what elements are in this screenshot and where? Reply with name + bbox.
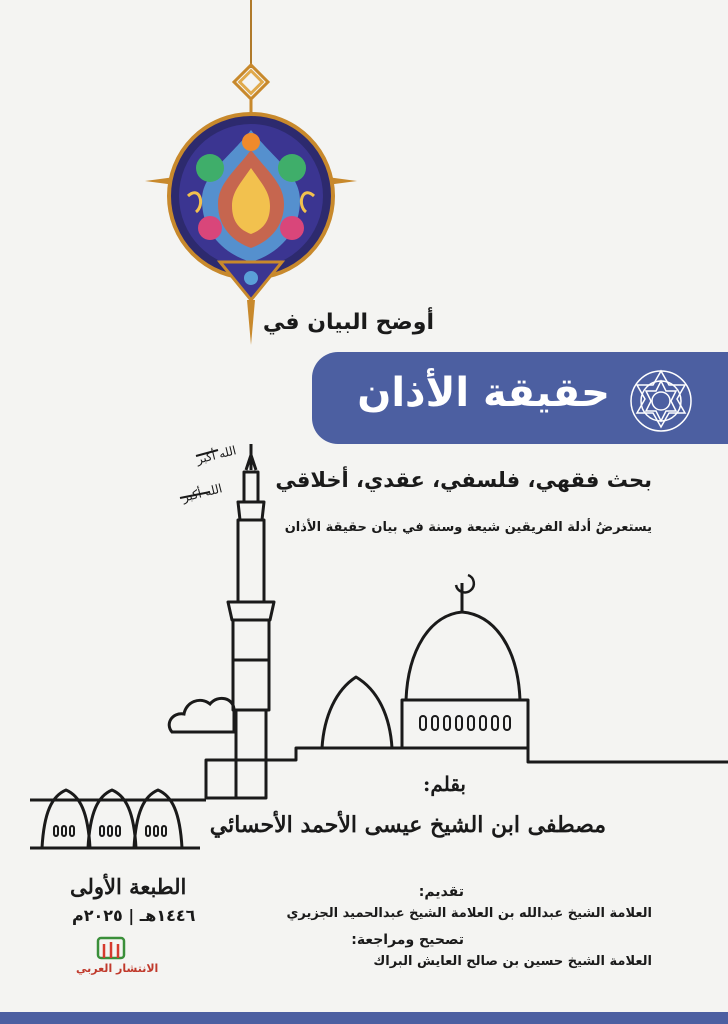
review-name: العلامة الشيخ حسين بن صالح العايش البراك bbox=[373, 954, 652, 969]
edition-label: الطبعة الأولى bbox=[70, 874, 187, 899]
publisher-name: الانتشار العربي bbox=[76, 962, 159, 975]
book-title: حقيقة الأذان bbox=[357, 370, 610, 416]
mosque-skyline bbox=[30, 575, 728, 848]
minaret-drawing bbox=[228, 444, 274, 798]
author-name: مصطفى ابن الشيخ عيسى الأحمد الأحسائي bbox=[209, 812, 606, 838]
bottom-bar bbox=[0, 1012, 728, 1024]
review-label: تصحيح ومراجعة: bbox=[351, 932, 464, 948]
intro-name: العلامة الشيخ عبدالله بن العلامة الشيخ عبدالحميد الجزيري bbox=[286, 906, 652, 921]
rosette-icon bbox=[628, 368, 694, 434]
edition-date: ١٤٤٦هـ | ٢٠٢٥م bbox=[72, 906, 196, 925]
intro-label: تقديم: bbox=[418, 884, 464, 900]
publisher-logo bbox=[98, 938, 124, 958]
ornament-medallion bbox=[169, 114, 333, 300]
subtitle-top: أوضح البيان في bbox=[262, 310, 434, 335]
cloud-drawing bbox=[169, 698, 234, 732]
subtitle-fields: بحث فقهي، فلسفي، عقدي، أخلاقي bbox=[275, 468, 652, 492]
tagline: يستعرضُ أدلة الفريقين شيعة وسنة في بيان حقيقة الأذان bbox=[284, 520, 652, 535]
calligraphy-allahu-akbar-2: الله أكبر bbox=[180, 481, 224, 505]
ornament-knot bbox=[234, 65, 268, 118]
calligraphy-allahu-akbar-1: الله أكبر bbox=[194, 443, 238, 467]
author-by-label: بقلم: bbox=[423, 772, 466, 796]
